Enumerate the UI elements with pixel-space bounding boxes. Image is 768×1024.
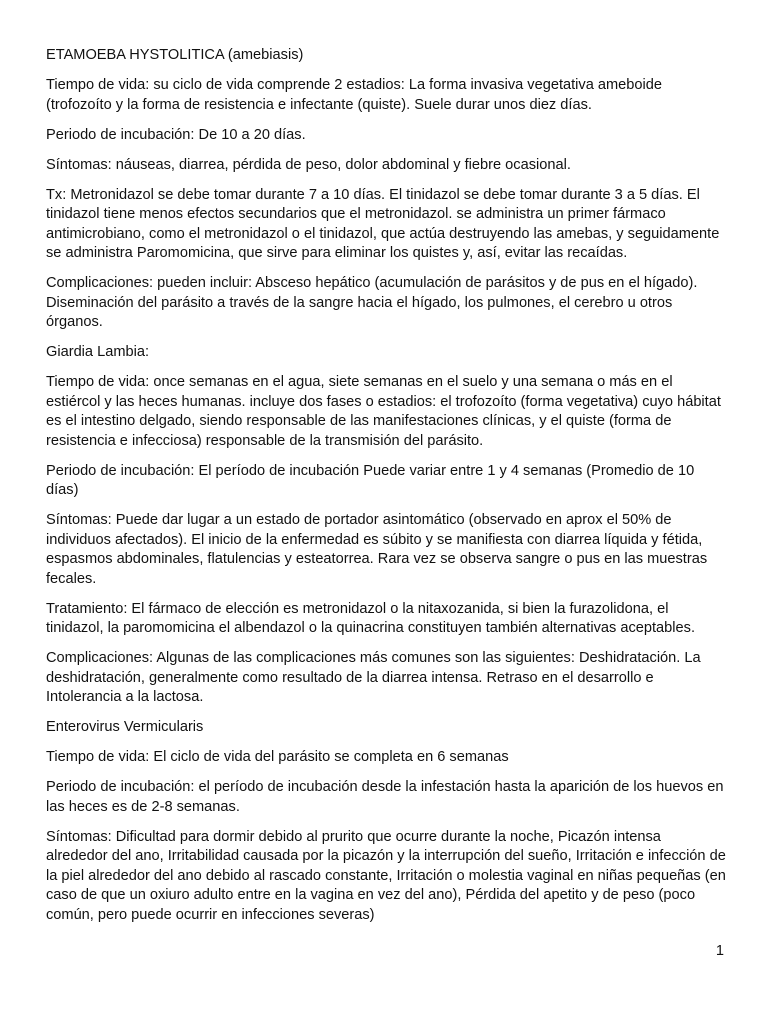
paragraph-giardia-treatment: Tratamiento: El fármaco de elección es metronidazol o la nitaxozanida, si bien la furazolidona, el tinidazol, la paromomicina el albendazol o la quinacrina constituyen también alternativas aceptables. [46, 600, 695, 636]
paragraph-giardia-incubation: Periodo de incubación: El período de incubación Puede variar entre 1 y 4 semanas (Promedio de 10 días) [46, 462, 695, 498]
page-number: 1 [715, 943, 724, 959]
paragraph-entamoeba-complications: Complicaciones: pueden incluir: Absceso hepático (acumulación de parásitos y de pus en el hígado). Diseminación del parásito a través de la sangre hacia el hígado, los pulmones, el cerebro u otros órganos. [46, 275, 698, 330]
paragraph-entamoeba-lifespan: Tiempo de vida: su ciclo de vida comprende 2 estadios: La forma invasiva vegetativa ameboide (trofozoíto y la forma de resistencia e infectante (quiste). Suele durar unos diez días. [46, 77, 662, 113]
paragraph-entamoeba-incubation: Periodo de incubación: De 10 a 20 días. [46, 126, 306, 143]
heading-giardia: Giardia Lambia: [46, 344, 150, 360]
paragraph-giardia-complications: Complicaciones: Algunas de las complicaciones más comunes son las siguientes: Deshidratación. La deshidratación, generalmente como resultado de la diarrea intensa. Retraso en el desarrollo e Intolerancia a la lactosa. [46, 650, 701, 705]
paragraph-entamoeba-symptoms: Síntomas: náuseas, diarrea, pérdida de peso, dolor abdominal y fiebre ocasional. [46, 156, 571, 173]
document-page [46, 46, 726, 936]
heading-enterovirus: Enterovirus Vermicularis [46, 719, 204, 735]
paragraph-giardia-lifespan: Tiempo de vida: once semanas en el agua, siete semanas en el suelo y una semana o más en el estiércol y las heces humanas. incluye dos fases o estadios: el trofozoíto (forma vegetativa) cuyo hábitat es el intestino delgado, siendo responsable de las manifestaciones clínicas, y el quiste (forma de resistencia e infecciosa) responsable de la transmisión del parásito. [46, 374, 721, 449]
heading-entamoeba: ETAMOEBA HYSTOLITICA (amebiasis) [46, 47, 304, 63]
paragraph-entamoeba-treatment: Tx: Metronidazol se debe tomar durante 7 a 10 días. El tinidazol se debe tomar durante 3 a 5 días. El tinidazol tiene menos efectos secundarios que el metronidazol. se administra un primer fármaco antimicrobiano, como el metronidazol o el tinidazol, que actúa destruyendo las amebas, y seguidamente se administra Paromomicina, que sirve para eliminar los quistes y, así, evitar las recaídas. [46, 186, 720, 261]
paragraph-enterovirus-incubation: Periodo de incubación: el período de incubación desde la infestación hasta la aparición de los huevos en las heces es de 2-8 semanas. [46, 779, 724, 815]
paragraph-enterovirus-symptoms: Síntomas: Dificultad para dormir debido al prurito que ocurre durante la noche, Picazón intensa alrededor del ano, Irritabilidad causada por la picazón y la interrupción del sueño, Irritación e infección de la piel alrededor del ano debido al rascado constante, Irritación o molestia vaginal en niñas pequeñas (en caso de que un oxiuro adulto entre en la vagina en vez del ano), Pérdida del apetito y de peso (poco común, pero puede ocurrir en infecciones severas) [46, 828, 726, 923]
paragraph-enterovirus-lifespan: Tiempo de vida: El ciclo de vida del parásito se completa en 6 semanas [46, 749, 509, 765]
paragraph-giardia-symptoms: Síntomas: Puede dar lugar a un estado de portador asintomático (observado en aprox el 50% de individuos afectados). El inicio de la enfermedad es súbito y se manifiesta con diarrea líquida y fétida, espasmos abdominales, flatulencias y esteatorrea. Rara vez se observa sangre o pus en las muestras fecales. [46, 512, 708, 587]
